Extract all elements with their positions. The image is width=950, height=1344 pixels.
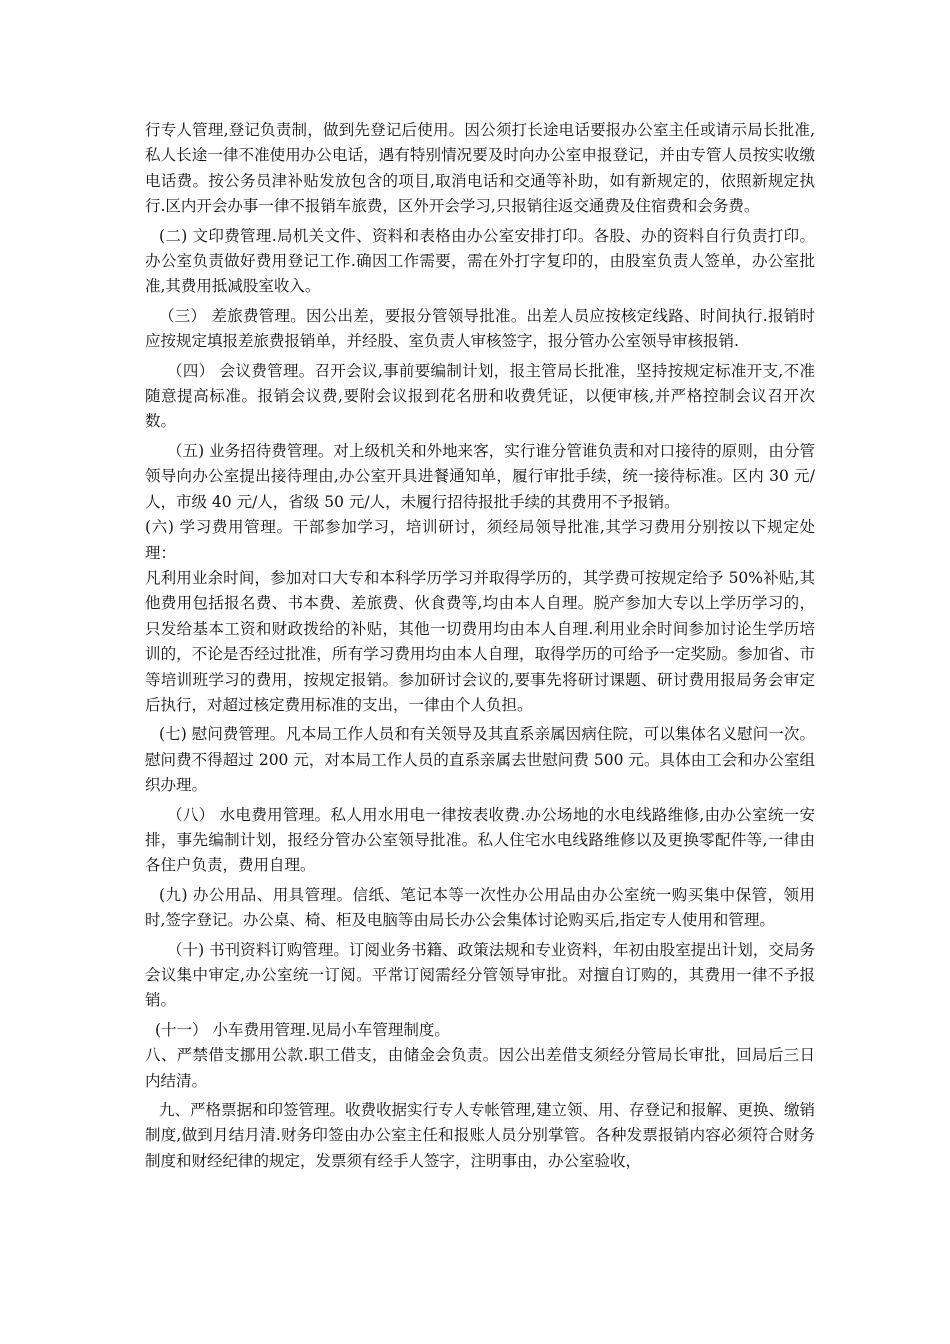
paragraph-4: （四） 会议费管理。召开会议,事前要编制计划，报主管局长批准，坚持按规定标准开支,不准随意提高标准。报销会议费,要附会议报到花名册和收费凭证，以便审核,并严格控制会议召开次数。	[145, 361, 815, 431]
paragraph-2: (二) 文印费管理.局机关文件、资料和表格由办公室安排打印。各股、办的资料自行负责打印。办公室负责做好费用登记工作.确因工作需要，需在外打字复印的，由股室负责人签单，办公室批准,其费用抵减股室收入。	[145, 226, 815, 296]
paragraph-5: （五) 业务招待费管理。对上级机关和外地来客，实行谁分管谁负责和对口接待的原则，由分管领导向办公室提出接待理由,办公室开具进餐通知单，履行审批手续，统一接待标准。区内 30 元/人，市级 40 元/人，省级 50 元/人，未履行招待报批手续的其费用不予报销。	[145, 441, 815, 511]
paragraph-9: （八） 水电费用管理。私人用水用电一律按表收费.办公场地的水电线路维修,由办公室统一安排，事先编制计划，报经分管办公室领导批准。私人住宅水电线路维修以及更换零配件等,一律由各住户负责，费用自理。	[145, 805, 815, 875]
document-body	[145, 118, 815, 1174]
paragraph-12: (十一） 小车费用管理.见局小车管理制度。	[155, 1020, 450, 1039]
paragraph-11: （十) 书刊资料订购管理。订阅业务书籍、政策法规和专业资料，年初由股室提出计划，交局务会议集中审定,办公室统一订阅。平常订阅需经分管领导审批。对擅自订购的，其费用一律不予报销。	[145, 940, 815, 1010]
paragraph-14: 九、严格票据和印签管理。收费收据实行专人专帐管理,建立领、用、存登记和报解、更换、缴销制度,做到月结月清.财务印签由办公室主任和报账人员分别掌管。各种发票报销内容必须符合财务制度和财经纪律的规定，发票须有经手人签字，注明事由，办公室验收，	[145, 1101, 815, 1170]
paragraph-13: 八、严禁借支挪用公款.职工借支，由储金会负责。因公出差借支须经分管局长审批，回局后三日内结清。	[145, 1046, 815, 1090]
paragraph-1: 行专人管理,登记负责制，做到先登记后使用。因公须打长途电话要报办公室主任或请示局长批准,私人长途一律不准使用办公电话，遇有特别情况要及时向办公室申报登记，并由专管人员按实收缴电话费。按公务员津补贴发放包含的项目,取消电话和交通等补助，如有新规定的，依照新规定执行.区内开会办事一律不报销车旅费，区外开会学习,只报销往返交通费及住宿费和会务费。	[145, 121, 815, 216]
paragraph-6: (六) 学习费用管理。干部参加学习，培训研讨，须经局领导批准,其学习费用分别按以下规定处理：	[145, 518, 815, 562]
paragraph-3: （三） 差旅费管理。因公出差，要报分管领导批准。出差人员应按核定线路、时间执行.报销时应按规定填报差旅费报销单，并经股、室负责人审核签字，报分管办公室领导审核报销.	[145, 306, 815, 351]
paragraph-8: (七) 慰问费管理。凡本局工作人员和有关领导及其直系亲属因病住院，可以集体名义慰问一次。慰问费不得超过 200 元，对本局工作人员的直系亲属去世慰问费 500 元。具体由工会和办公室组织办理。	[145, 725, 815, 795]
paragraph-7: 凡利用业余时间，参加对口大专和本科学历学习并取得学历的，其学费可按规定给予 50%补贴,其他费用包括报名费、书本费、差旅费、伙食费等,均由本人自理。脱产参加大专以上学历学习的，只发给基本工资和财政拨给的补贴，其他一切费用均由本人自理.利用业余时间参加讨论生学历培训的，不论是否经过批准，所有学习费用均由本人自理，取得学历的可给予一定奖励。参加省、市等培训班学习的费用，按规定报销。参加研讨会议的,要事先将研讨课题、研讨费用报局务会审定后执行，对超过核定费用标准的支出，一律由个人负担。	[145, 568, 815, 714]
paragraph-10: (九) 办公用品、用具管理。信纸、笔记本等一次性办公用品由办公室统一购买集中保管，领用时,签字登记。办公桌、椅、柜及电脑等由局长办公会集体讨论购买后,指定专人使用和管理。	[145, 885, 815, 930]
